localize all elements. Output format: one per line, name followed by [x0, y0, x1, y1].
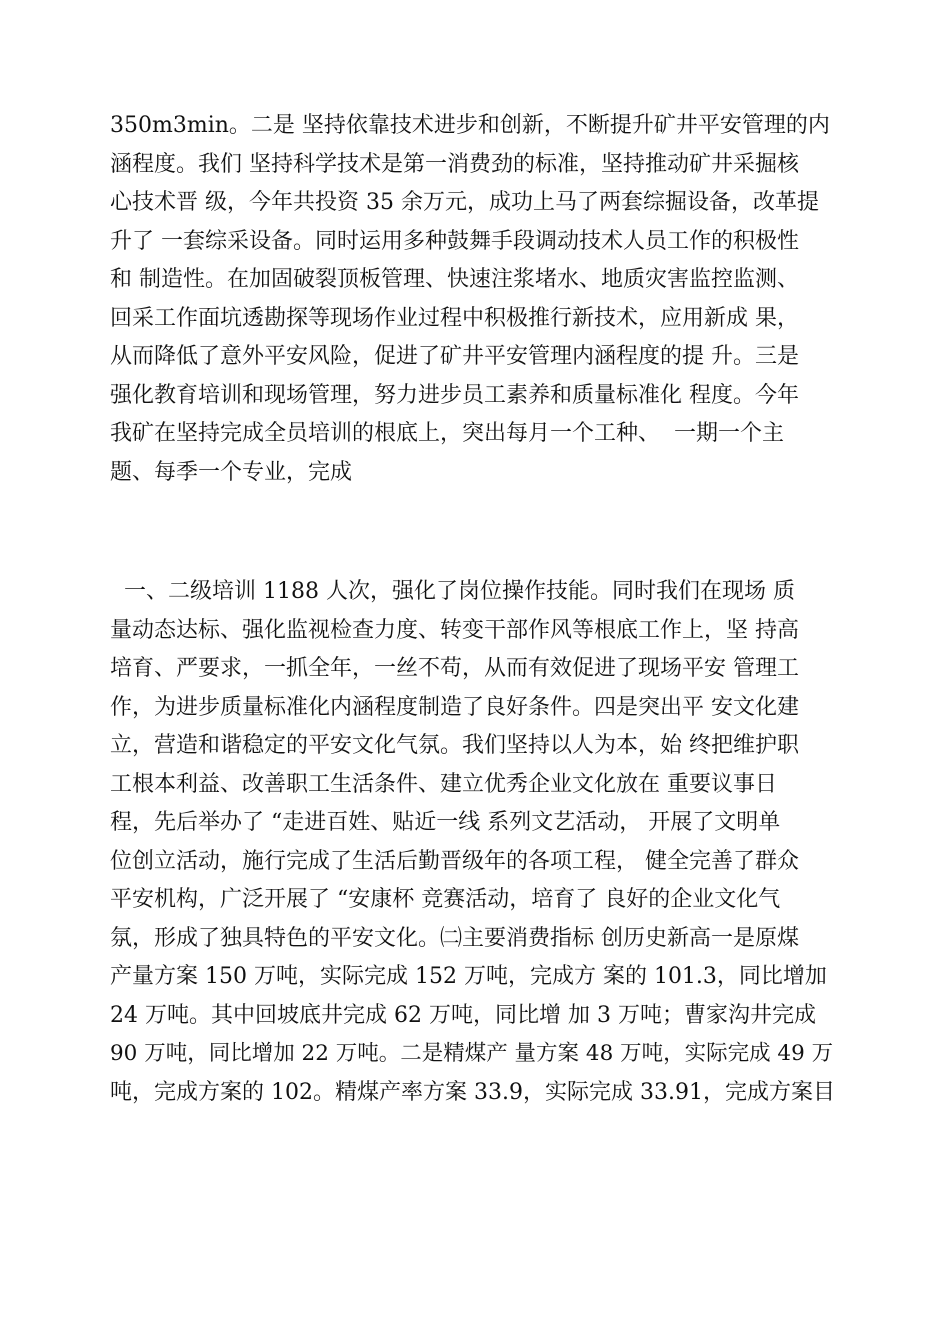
text-line: 24 万吨。其中回坡底井完成 62 万吨，同比增 加 3 万吨；曹家沟井完成	[110, 1002, 816, 1028]
text-line: 和 制造性。在加固破裂顶板管理、快速注浆堵水、地质灾害监控监测、	[110, 267, 799, 292]
text-line: 量动态达标、强化监视检查力度、转变干部作风等根底工作上，坚 持高	[110, 617, 799, 643]
text-line: 产量方案 150 万吨，实际完成 152 万吨，完成方 案的 101.3，同比增加	[110, 964, 827, 989]
text-line: 位创立活动，施行完成了生活后勤晋级年的各项工程， 健全完善了群众	[110, 848, 799, 874]
text-line: 工根本利益、改善职工生活条件、建立优秀企业文化放在 重要议事日	[110, 771, 777, 797]
text-line: 回采工作面坑透勘探等现场作业过程中积极推行新技术，应用新成 果，	[110, 305, 799, 331]
text-line: 吨，完成方案的 102。精煤产率方案 33.9，实际完成 33.91，完成方案目	[110, 1079, 835, 1105]
text-line: 作，为进步质量标准化内涵程度制造了良好条件。四是突出平 安文化建	[110, 694, 799, 720]
text-line: 立，营造和谐稳定的平安文化气氛。我们坚持以人为本，始 终把维护职	[110, 733, 799, 758]
text-line: 升了 一套综采设备。同时运用多种鼓舞手段调动技术人员工作的积极性	[110, 228, 799, 254]
text-line: 一、二级培训 1188 人次，强化了岗位操作技能。同时我们在现场 质	[110, 579, 795, 604]
text-line: 氛，形成了独具特色的平安文化。㈡主要消费指标 创历史新高一是原煤	[110, 925, 799, 951]
text-line: 我矿在坚持完成全员培训的根底上，突出每月一个工种、 一期一个主	[110, 421, 784, 446]
text-line: 涵程度。我们 坚持科学技术是第一消费劲的标准，坚持推动矿井采掘核	[110, 151, 799, 177]
text-line: 强化教育培训和现场管理，努力进步员工素养和质量标准化 程度。今年	[110, 382, 799, 408]
text-line: 程，先后举办了 “走进百姓、贴近一线 系列文艺活动， 开展了文明单	[110, 810, 781, 835]
text-line: 350m3min。二是 坚持依靠技术进步和创新，不断提升矿井平安管理的内	[110, 113, 830, 138]
text-line: 培育、严要求，一抓全年，一丝不苟，从而有效促进了现场平安 管理工	[110, 656, 799, 681]
text-line: 题、每季一个专业，完成	[110, 459, 353, 485]
text-line: 平安机构，广泛开展了 “安康杯 竞赛活动，培育了 良好的企业文化气	[110, 887, 781, 912]
text-line: 从而降低了意外平安风险，促进了矿井平安管理内涵程度的提 升。三是	[110, 344, 799, 369]
text-line: 心技术晋 级，今年共投资 35 余万元，成功上马了两套综掘设备，改革提	[110, 190, 819, 215]
text-line: 90 万吨，同比增加 22 万吨。二是精煤产 量方案 48 万吨，实际完成 49 万	[110, 1041, 834, 1066]
